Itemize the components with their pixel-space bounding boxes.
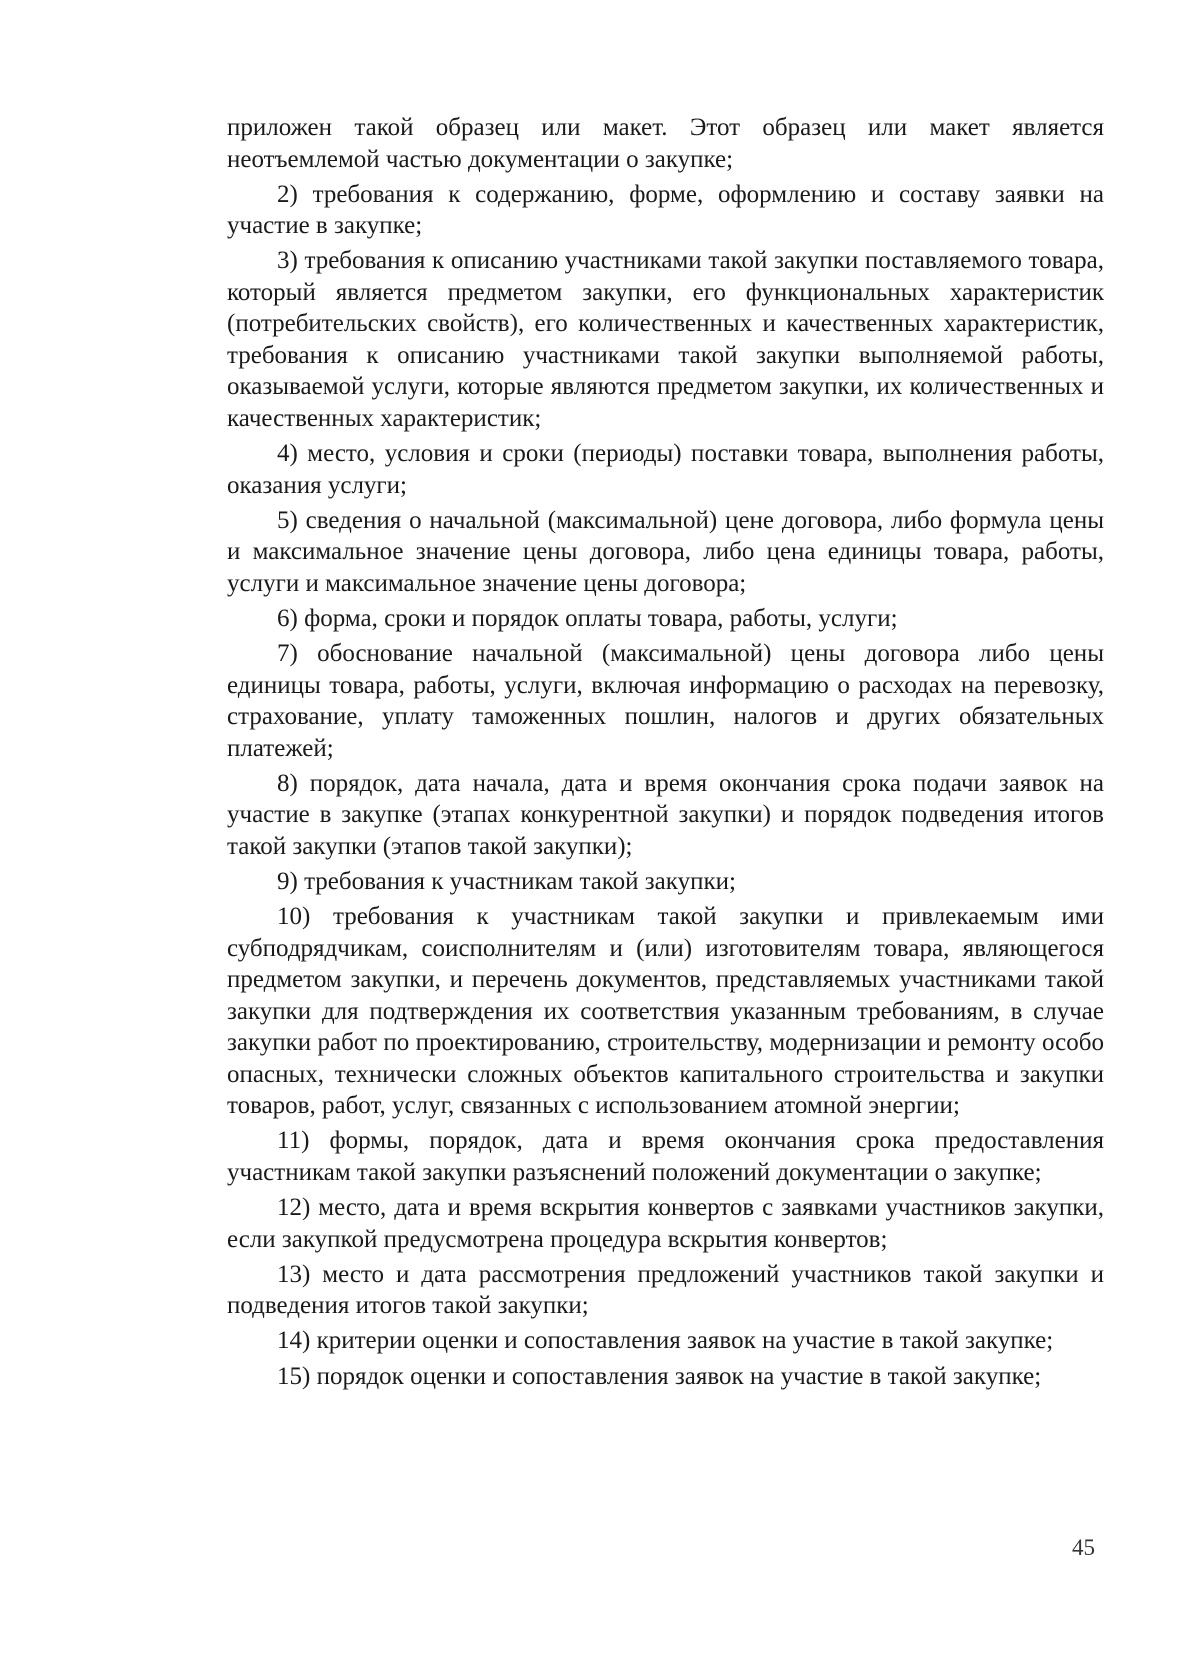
list-item-3: 3) требования к описанию участниками такой закупки поставляемого товара, который является предметом закупки, его функциональных характеристик (потребительских свойств), его количественных и качественных характеристик, требования к описанию участниками такой закупки выполняемой работы, оказываемой услуги, которые являются предметом закупки, их количественных и качественных характеристик; xyxy=(227,247,1104,432)
list-item-11: 11) формы, порядок, дата и время окончания срока предоставления участникам такой закупки разъяснений положений документации о закупке; xyxy=(227,1127,1104,1186)
list-item-15: 15) порядок оценки и сопоставления заявок на участие в такой закупке; xyxy=(277,1362,1042,1390)
body-text xyxy=(227,112,1104,1396)
paragraph-continuation: приложен такой образец или макет. Этот образец или макет является неотъемлемой частью документации о закупке; xyxy=(227,114,1104,173)
list-item-4: 4) место, условия и сроки (периоды) поставки товара, выполнения работы, оказания услуги; xyxy=(227,440,1104,499)
list-item-14: 14) критерии оценки и сопоставления заявок на участие в такой закупке; xyxy=(277,1327,1054,1355)
list-item-10: 10) требования к участникам такой закупки и привлекаемым ими субподрядчикам, соисполнителям и (или) изготовителям товара, являющегося предметом закупки, и перечень документов, представляемых участниками такой закупки для подтверждения их соответствия указанным требованиям, в случае закупки работ по проектированию, строительству, модернизации и ремонту особо опасных, технически сложных объектов капитального строительства и закупки товаров, работ, услуг, связанных с использованием атомной энергии; xyxy=(227,903,1104,1120)
list-item-8: 8) порядок, дата начала, дата и время окончания срока подачи заявок на участие в закупке (этапах конкурентной закупки) и порядок подведения итогов такой закупки (этапов такой закупки); xyxy=(227,769,1104,860)
list-item-9: 9) требования к участникам такой закупки; xyxy=(277,868,736,895)
list-item-12: 12) место, дата и время вскрытия конвертов с заявками участников закупки, если закупкой предусмотрена процедура вскрытия конвертов; xyxy=(227,1194,1104,1253)
list-item-7: 7) обоснование начальной (максимальной) цены договора либо цены единицы товара, работы, услуги, включая информацию о расходах на перевозку, страхование, уплату таможенных пошлин, налогов и других обязательных платежей; xyxy=(227,640,1104,762)
list-item-5: 5) сведения о начальной (максимальной) цене договора, либо формула цены и максимальное значение цены договора, либо цена единицы товара, работы, услуги и максимальное значение цены договора; xyxy=(227,506,1104,597)
list-item-6: 6) форма, сроки и порядок оплаты товара, работы, услуги; xyxy=(277,604,898,632)
page-number: 45 xyxy=(1072,1535,1095,1560)
list-item-2: 2) требования к содержанию, форме, оформлению и составу заявки на участие в закупке; xyxy=(227,180,1104,240)
list-item-13: 13) место и дата рассмотрения предложений участников такой закупки и подведения итогов такой закупки; xyxy=(227,1260,1104,1320)
